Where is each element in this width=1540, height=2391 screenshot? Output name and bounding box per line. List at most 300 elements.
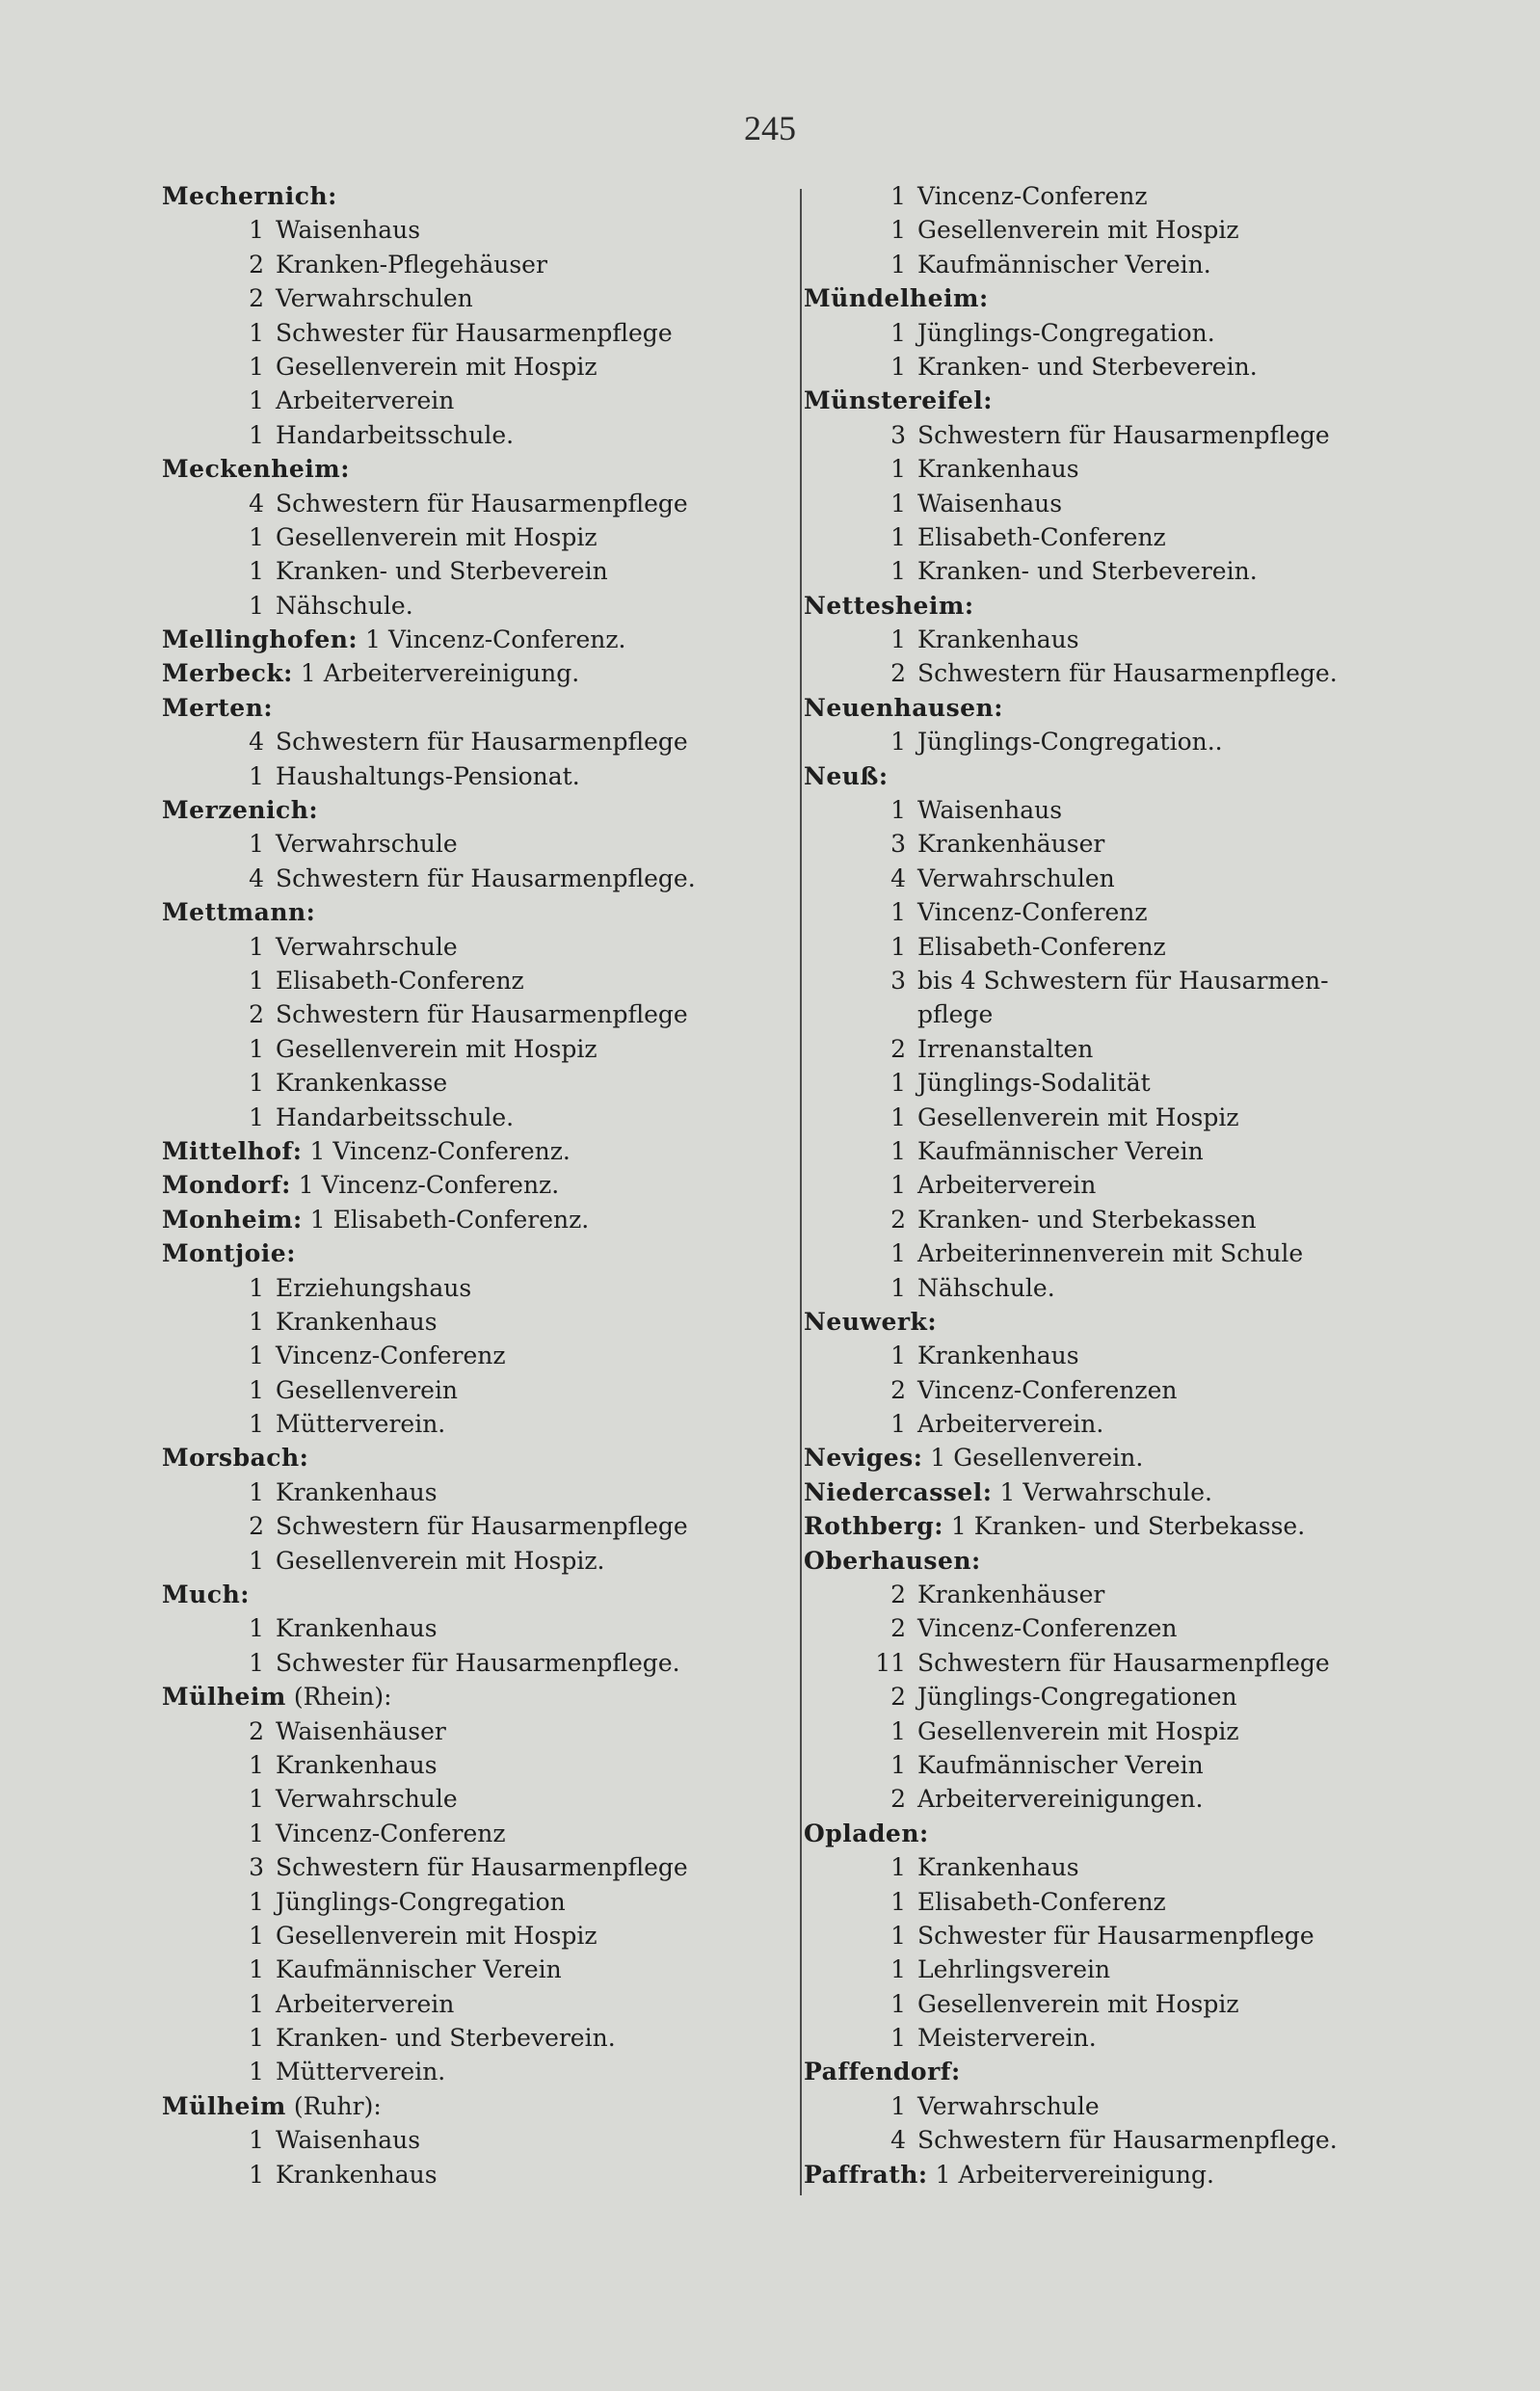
institution-name: Kaufmännischer Verein [917,1750,1204,1779]
institution-item [162,862,779,895]
institution-count: 1 [249,2058,264,2086]
institution-item [162,2055,779,2088]
institution-count: 1 [890,318,906,347]
institution-name: Nähschule. [276,591,413,620]
institution-name: Vincenz-Conferenz [276,1342,506,1370]
institution-count: 1 [249,1375,264,1404]
institution-item [162,213,779,247]
institution-item [804,862,1421,895]
institution-name: Vincenz-Conferenz [917,898,1148,927]
place-heading [162,656,779,690]
place-heading [162,179,779,213]
institution-count: 4 [249,863,264,892]
institution-count: 1 [249,1342,264,1370]
institution-count: 1 [890,455,906,484]
institution-name: Waisenhaus [276,2126,421,2155]
institution-item [804,827,1421,861]
institution-item [162,1032,779,1066]
place-name: Mettmann: [162,898,316,927]
institution-name: Verwahrschule [276,830,458,859]
institution-count: 1 [249,557,264,586]
place-name: Rothberg: [804,1512,943,1541]
institution-item [162,1373,779,1407]
institution-item [804,213,1421,247]
institution-count: 1 [890,1955,906,1984]
institution-name: Krankenhaus [917,1342,1079,1370]
institution-count: 2 [249,250,264,279]
place-heading [162,1168,779,1202]
institution-name: Krankenkasse [276,1069,448,1098]
institution-name: Elisabeth-Conferenz [917,522,1166,551]
place-heading [162,691,779,725]
institution-item [162,1748,779,1782]
institution-count: 1 [890,182,906,210]
institution-name: Krankenhäuser [917,830,1105,859]
institution-name: bis 4 Schwestern für Hausarmen- [917,966,1329,995]
institution-count: 1 [890,1853,906,1882]
institution-item [162,964,779,997]
institution-item [162,248,779,281]
place-name: Mülheim [162,2091,286,2120]
place-heading [804,1509,1421,1543]
place-name: Niedercassel: [804,1477,993,1506]
institution-name: Schwestern für Hausarmenpflege [276,1512,688,1541]
institution-item [162,554,779,588]
institution-item [804,1101,1421,1134]
institution-count: 1 [249,1614,264,1643]
institution-item [162,1919,779,1953]
institution-name: Schwestern für Hausarmenpflege [276,1000,688,1029]
institution-count: 1 [249,591,264,620]
place-name: Neuß: [804,761,889,790]
institution-item [162,827,779,861]
institution-count: 1 [890,216,906,245]
institution-count: 1 [890,250,906,279]
institution-count: 3 [890,966,906,995]
place-name: Mittelhof: [162,1136,303,1165]
institution-item [162,1817,779,1850]
institution-item [162,281,779,315]
institution-name: Krankenhäuser [917,1581,1105,1609]
inline-institution: 1 Gesellenverein. [922,1444,1144,1473]
institution-name: Schwester für Hausarmenpflege [917,1921,1314,1950]
institution-name: Gesellenverein mit Hospiz. [276,1546,605,1575]
institution-item [162,316,779,350]
institution-name: Elisabeth-Conferenz [917,1887,1166,1916]
institution-count: 1 [249,2126,264,2155]
institution-item [162,384,779,417]
institution-item [804,725,1421,758]
institution-name: Waisenhaus [276,216,421,245]
place-name: Mündelheim: [804,284,989,313]
institution-name: Schwestern für Hausarmenpflege [276,1853,688,1882]
institution-item [804,554,1421,588]
institution-name: Schwestern für Hausarmenpflege. [917,659,1338,688]
institution-count: 2 [890,1785,906,1814]
institution-name: Jünglings-Congregation. [917,318,1215,347]
institution-count: 1 [890,1410,906,1439]
institution-name: Krankenhaus [276,1307,438,1336]
institution-name: Vincenz-Conferenz [276,1819,506,1847]
institution-name: Elisabeth-Conferenz [276,966,524,995]
institution-count: 1 [890,1103,906,1131]
institution-item [804,350,1421,384]
institution-count: 1 [890,728,906,757]
institution-item [804,1714,1421,1748]
institution-item [162,2158,779,2192]
institution-item [804,520,1421,554]
place-name: Monheim: [162,1205,303,1234]
institution-name: Handarbeitsschule. [276,1103,515,1131]
place-heading [162,623,779,656]
place-name: Paffendorf: [804,2058,961,2086]
institution-count: 11 [875,1648,906,1677]
place-name: Oberhausen: [804,1546,981,1575]
inline-institution: 1 Vincenz-Conferenz. [290,1171,560,1200]
institution-item [804,656,1421,690]
institution-item [162,997,779,1031]
institution-item [162,1305,779,1339]
institution-item [804,1850,1421,1884]
place-heading [804,2158,1421,2192]
institution-count: 4 [249,489,264,518]
institution-name: Krankenhaus [276,1614,438,1643]
institution-name: Schwestern für Hausarmenpflege. [276,863,696,892]
institution-name: Verwahrschulen [276,284,473,313]
place-name: Mechernich: [162,182,337,210]
institution-name: Arbeiterverein [917,1171,1097,1200]
institution-name: Waisenhaus [917,796,1063,825]
institution-count: 1 [249,1955,264,1984]
place-heading [804,759,1421,793]
institution-count: 1 [249,1034,264,1063]
institution-item [162,1646,779,1680]
institution-name: Schwestern für Hausarmenpflege [917,420,1330,449]
institution-name: Schwester für Hausarmenpflege [276,318,673,347]
institution-name: Gesellenverein mit Hospiz [917,1103,1239,1131]
place-heading [162,1680,779,1714]
institution-count: 2 [890,1205,906,1234]
institution-count: 1 [890,2024,906,2053]
institution-item [162,725,779,758]
institution-count: 1 [249,352,264,381]
institution-count: 1 [890,489,906,518]
place-name: Merten: [162,693,274,722]
place-heading [804,1817,1421,1850]
institution-name: Gesellenverein mit Hospiz [276,522,597,551]
institution-item [804,248,1421,281]
institution-count: 3 [249,1853,264,1882]
institution-name: Verwahrschule [276,932,458,961]
place-heading [804,1475,1421,1509]
institution-count: 1 [890,898,906,927]
institution-name: Mütterverein. [276,1410,446,1439]
institution-item [162,1714,779,1748]
institution-count: 1 [890,352,906,381]
column-divider [800,189,802,2195]
institution-count: 1 [249,522,264,551]
place-name: Montjoie: [162,1239,296,1268]
institution-name: Vincenz-Conferenzen [917,1614,1178,1643]
institution-name: Arbeitervereinigungen. [917,1785,1204,1814]
inline-institution: 1 Arbeitervereinigung. [292,659,580,688]
institution-count: 1 [249,318,264,347]
page-number: 245 [744,109,796,147]
institution-item [162,1782,779,1816]
institution-count: 1 [249,1410,264,1439]
institution-item [162,759,779,793]
institution-count: 1 [249,932,264,961]
institution-name: Kranken- und Sterbeverein. [917,352,1258,381]
institution-item [162,1885,779,1919]
institution-item [804,930,1421,964]
institution-item [804,1611,1421,1645]
institution-count: 1 [890,557,906,586]
place-name: Paffrath: [804,2160,928,2189]
place-heading [804,281,1421,315]
institution-count: 3 [890,830,906,859]
institution-name: Kranken- und Sterbeverein [276,557,608,586]
institution-name: Krankenhaus [917,625,1079,654]
institution-count: 1 [249,1273,264,1302]
institution-name: Verwahrschule [276,1785,458,1814]
institution-item [804,623,1421,656]
institution-item [804,487,1421,520]
institution-count: 2 [249,284,264,313]
institution-item [162,1544,779,1578]
institution-count: 3 [890,420,906,449]
institution-count: 1 [249,1921,264,1950]
institution-item [804,793,1421,827]
institution-count: 1 [249,1069,264,1098]
institution-count: 1 [890,1239,906,1268]
place-name: Nettesheim: [804,591,974,620]
institution-item [804,964,1421,997]
place-name: Münstereifel: [804,386,994,415]
institution-count: 1 [249,386,264,415]
institution-item [162,2123,779,2157]
institution-name: Gesellenverein mit Hospiz [917,216,1239,245]
place-heading [162,1203,779,1236]
institution-count: 1 [249,1750,264,1779]
institution-name: Haushaltungs-Pensionat. [276,761,580,790]
institution-item [804,1987,1421,2021]
institution-count: 1 [249,2160,264,2189]
institution-count: 1 [890,522,906,551]
institution-count: 1 [890,2091,906,2120]
place-name: Neviges: [804,1444,923,1473]
institution-name: Kaufmännischer Verein. [917,250,1211,279]
institution-name: Schwestern für Hausarmenpflege. [917,2126,1338,2155]
institution-item [804,1168,1421,1202]
institution-count: 1 [249,1785,264,1814]
institution-count: 1 [249,761,264,790]
institution-name: Krankenhaus [276,2160,438,2189]
institution-count: 2 [890,1034,906,1063]
institution-item [804,1885,1421,1919]
institution-count: 1 [249,1819,264,1847]
place-heading [162,1134,779,1168]
institution-name: Arbeiterverein [276,1989,455,2018]
institution-name: Krankenhaus [917,455,1079,484]
institution-item [162,1509,779,1543]
institution-name: Erziehungshaus [276,1273,472,1302]
institution-name: Gesellenverein [276,1375,459,1404]
institution-item [804,179,1421,213]
institution-count: 1 [249,1307,264,1336]
place-name: Morsbach: [162,1444,309,1473]
institution-count: 1 [890,1171,906,1200]
institution-count: 1 [249,2024,264,2053]
institution-name: Arbeiterinnenverein mit Schule [917,1239,1304,1268]
place-name: Merbeck: [162,659,293,688]
institution-count: 1 [890,1989,906,2018]
institution-count: 1 [890,1887,906,1916]
institution-name: Schwester für Hausarmenpflege. [276,1648,680,1677]
institution-name: Vincenz-Conferenzen [917,1375,1178,1404]
left-column [162,179,779,2192]
place-heading [162,452,779,486]
institution-name: Mütterverein. [276,2058,446,2086]
institution-item [162,1271,779,1305]
institution-count: 2 [249,1716,264,1745]
institution-name: Irrenanstalten [917,1034,1094,1063]
institution-item [804,1066,1421,1100]
place-name: Neuenhausen: [804,693,1003,722]
institution-item [804,316,1421,350]
institution-item [162,1850,779,1884]
institution-name: Schwestern für Hausarmenpflege [917,1648,1330,1677]
institution-name: Jünglings-Congregation.. [917,728,1223,757]
institution-item [804,1373,1421,1407]
institution-count: 1 [890,1136,906,1165]
place-name: Neuwerk: [804,1307,938,1336]
place-name: Mülheim [162,1683,286,1712]
place-heading [162,1441,779,1474]
institution-name: Gesellenverein mit Hospiz [917,1716,1239,1745]
place-qualifier: (Ruhr): [285,2091,382,2120]
institution-count: 2 [890,659,906,688]
place-heading [162,895,779,929]
institution-item [804,1919,1421,1953]
institution-item [162,1953,779,1986]
institution-name: Meisterverein. [917,2024,1097,2053]
institution-count: 4 [890,863,906,892]
institution-item [162,418,779,452]
institution-count: 1 [890,1921,906,1950]
institution-item [804,895,1421,929]
place-heading [804,1441,1421,1474]
institution-count: 4 [249,728,264,757]
institution-count: 1 [890,1750,906,1779]
institution-name: Gesellenverein mit Hospiz [276,1034,597,1063]
inline-institution: 1 Vincenz-Conferenz. [302,1136,571,1165]
institution-item [804,418,1421,452]
institution-item [162,1611,779,1645]
institution-item [162,2021,779,2055]
institution-name: Krankenhaus [276,1477,438,1506]
place-heading [804,384,1421,417]
place-heading [804,691,1421,725]
institution-count: 2 [249,1000,264,1029]
institution-item [162,589,779,623]
right-column [804,179,1421,2192]
institution-count: 2 [890,1581,906,1609]
institution-count: 1 [249,966,264,995]
institution-name: Kranken- und Sterbeverein. [276,2024,616,2053]
institution-count: 1 [249,1648,264,1677]
institution-item [162,930,779,964]
place-heading [804,2055,1421,2088]
institution-name: Jünglings-Congregationen [917,1683,1237,1712]
institution-name: Verwahrschule [917,2091,1100,2120]
place-name: Mondorf: [162,1171,291,1200]
institution-name: Kranken- und Sterbeverein. [917,557,1258,586]
institution-name: Lehrlingsverein [917,1955,1111,1984]
institution-item [804,2123,1421,2157]
institution-count: 1 [249,1477,264,1506]
institution-count: 1 [890,796,906,825]
institution-item [804,2021,1421,2055]
place-heading [162,793,779,827]
institution-name: Schwestern für Hausarmenpflege [276,728,688,757]
institution-item [804,1339,1421,1372]
institution-name: Handarbeitsschule. [276,420,515,449]
institution-name: Vincenz-Conferenz [917,182,1148,210]
place-heading [804,589,1421,623]
institution-count: 1 [890,1273,906,1302]
institution-count: 1 [249,1887,264,1916]
place-qualifier: (Rhein): [285,1683,392,1712]
institution-count: 1 [249,830,264,859]
place-name: Much: [162,1581,250,1609]
institution-name: Arbeiterverein. [917,1410,1104,1439]
institution-item [804,1646,1421,1680]
institution-item [804,1578,1421,1611]
institution-name: Elisabeth-Conferenz [917,932,1166,961]
institution-name: Gesellenverein mit Hospiz [917,1989,1239,2018]
institution-count: 1 [249,420,264,449]
institution-name: Verwahrschulen [917,863,1115,892]
institution-item [162,1339,779,1372]
institution-name: Waisenhäuser [276,1716,446,1745]
institution-name: Krankenhaus [276,1750,438,1779]
institution-name: Krankenhaus [917,1853,1079,1882]
institution-name: Jünglings-Sodalität [917,1069,1151,1098]
institution-name: Jünglings-Congregation [276,1887,566,1916]
institution-name: Kaufmännischer Verein [276,1955,562,1984]
institution-count: 1 [249,1989,264,2018]
institution-count: 1 [890,1342,906,1370]
inline-institution: 1 Elisabeth-Conferenz. [302,1205,590,1234]
institution-item [804,1236,1421,1270]
institution-item [804,452,1421,486]
institution-item [804,1407,1421,1441]
institution-item [162,520,779,554]
institution-name: Gesellenverein mit Hospiz [276,352,597,381]
institution-name: Kranken-Pflegehäuser [276,250,547,279]
continuation-line: pflege [917,1000,994,1029]
institution-count: 2 [890,1683,906,1712]
institution-name: Schwestern für Hausarmenpflege [276,489,688,518]
institution-count: 1 [890,932,906,961]
place-name: Meckenheim: [162,455,350,484]
institution-name: Gesellenverein mit Hospiz [276,1921,597,1950]
institution-count: 1 [890,625,906,654]
institution-count: 1 [249,1103,264,1131]
place-name: Merzenich: [162,796,319,825]
institution-item [804,1134,1421,1168]
